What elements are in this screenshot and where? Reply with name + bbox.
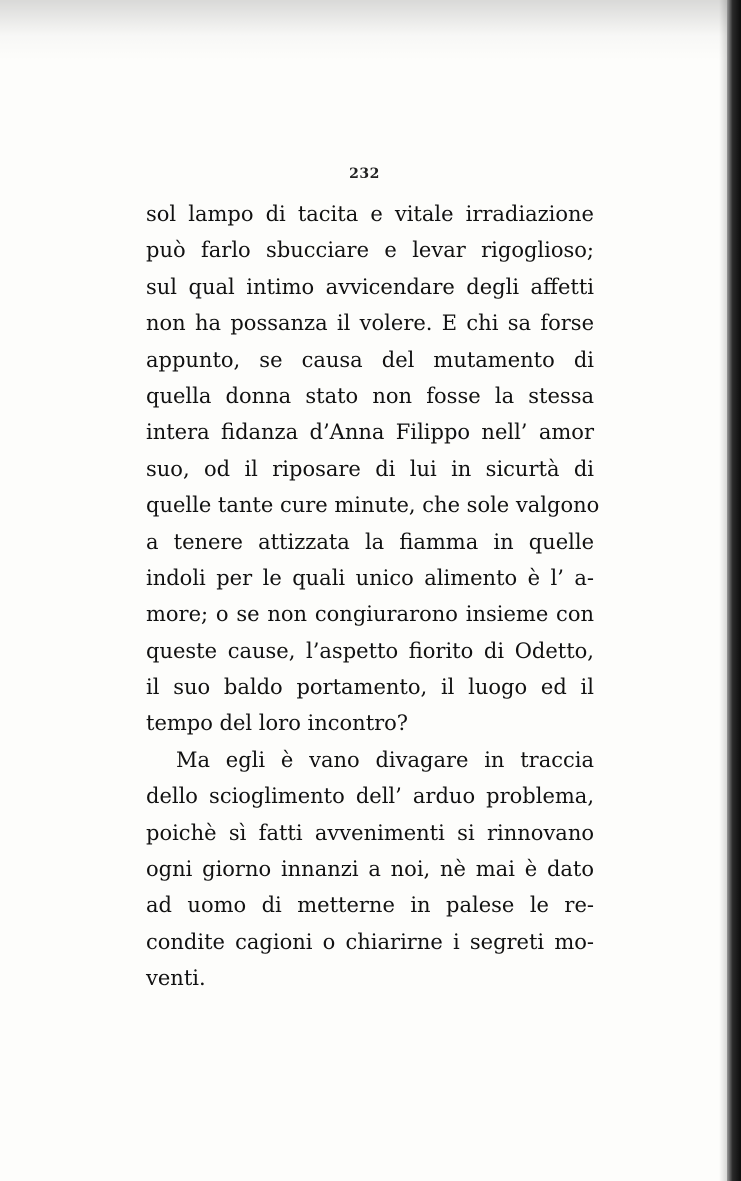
- text-line: a tenere attizzata la fiamma in quelle: [146, 529, 594, 554]
- text-line: quella donna stato non fosse la stessa: [146, 383, 594, 408]
- text-line: non ha possanza il volere. E chi sa forse: [146, 311, 594, 336]
- text-line: quelle tante cure minute, che sole valgono: [146, 493, 600, 518]
- paragraph-start-line: Ma egli è vano divagare in traccia: [176, 747, 594, 772]
- page-number: 232: [349, 166, 380, 182]
- paragraph-end-line: venti.: [146, 966, 206, 991]
- text-line: more; o se non congiurarono insieme con: [146, 602, 594, 627]
- scan-smudge: [0, 0, 741, 60]
- text-line: queste cause, l’aspetto fiorito di Odetto,: [146, 638, 594, 663]
- body-text: [146, 196, 600, 997]
- text-line: ad uomo di metterne in palese le re-: [146, 893, 594, 918]
- text-line: ogni giorno innanzi a noi, nè mai è dato: [146, 857, 594, 882]
- text-line: condite cagioni o chiarirne i segreti mo-: [146, 929, 594, 954]
- text-line: appunto, se causa del mutamento di: [146, 347, 594, 372]
- text-line: sul qual intimo avvicendare degli affetti: [146, 274, 594, 299]
- text-line: il suo baldo portamento, il luogo ed il: [146, 675, 594, 700]
- text-line: dello scioglimento dell’ arduo problema,: [146, 784, 594, 809]
- text-line: può farlo sbucciare e levar rigoglioso;: [146, 238, 594, 263]
- text-line: intera fidanza d’Anna Filippo nell’ amor: [146, 420, 594, 445]
- text-line: indoli per le quali unico alimento è l’ a-: [146, 565, 594, 590]
- text-line: suo, od il riposare di lui in sicurtà di: [146, 456, 594, 481]
- text-line: poichè sì fatti avvenimenti si rinnovano: [146, 820, 594, 845]
- paragraph-end-line: tempo del loro incontro?: [146, 711, 409, 736]
- text-line: sol lampo di tacita e vitale irradiazione: [146, 202, 594, 226]
